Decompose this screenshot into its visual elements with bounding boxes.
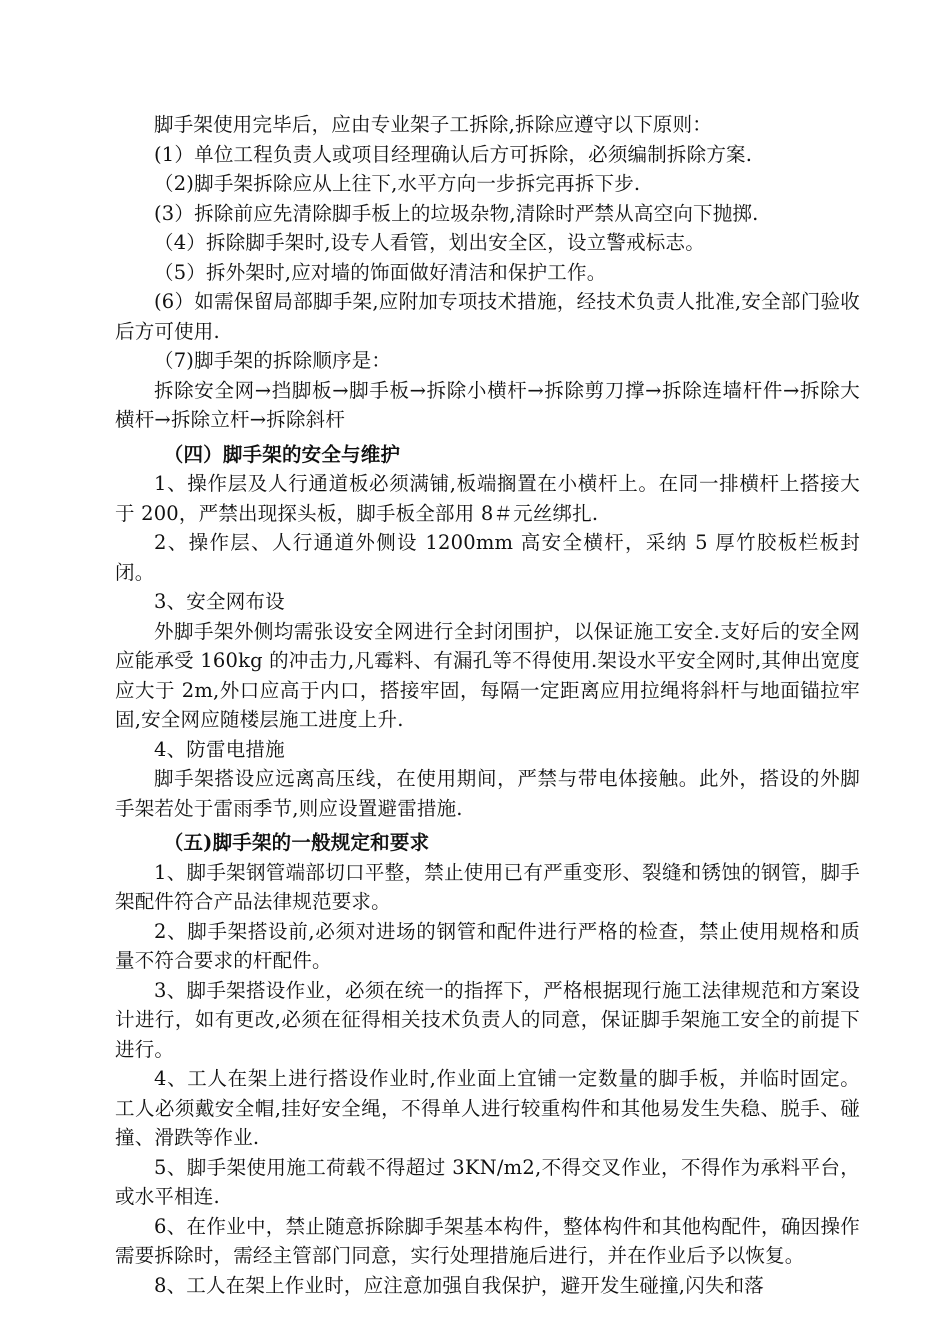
section5-item-1: 1、脚手架钢管端部切口平整，禁止使用已有严重变形、裂缝和锈蚀的钢管，脚手架配件符合产品法律规范要求。 (115, 860, 860, 913)
section5-item-3: 3、脚手架搭设作业，必须在统一的指挥下，严格根据现行施工法律规范和方案设计进行，如有更改,必须在征得相关技术负责人的同意，保证脚手架施工安全的前提下进行。 (115, 978, 860, 1061)
document-page (115, 110, 860, 1300)
dismantle-rule-6: (6）如需保留局部脚手架,应附加专项技术措施，经技术负责人批准,安全部门验收后方可使用. (115, 290, 860, 343)
dismantle-rule-3: (3）拆除前应先清除脚手板上的垃圾杂物,清除时严禁从高空向下抛掷. (154, 201, 759, 225)
dismantle-rule-5: （5）拆外架时,应对墙的饰面做好清洁和保护工作。 (154, 260, 607, 284)
intro-paragraph: 脚手架使用完毕后，应由专业架子工拆除,拆除应遵守以下原则： (154, 113, 712, 136)
section4-item-3-title: 3、安全网布设 (154, 590, 285, 613)
section4-item-4-body: 脚手架搭设应远离高压线，在使用期间，严禁与带电体接触。此外，搭设的外脚手架若处于雷雨季节,则应设置避雷措施. (115, 767, 860, 820)
dismantle-rule-7: （7)脚手架的拆除顺序是： (154, 349, 392, 372)
section5-item-4: 4、工人在架上进行搭设作业时,作业面上宜铺一定数量的脚手板，并临时固定。工人必须戴安全帽,挂好安全绳，不得单人进行较重构件和其他易发生失稳、脱手、碰撞、滑跌等作业. (115, 1067, 860, 1149)
dismantle-rule-2: （2)脚手架拆除应从上往下,水平方向一步拆完再拆下步. (154, 172, 641, 195)
dismantle-sequence: 拆除安全网→挡脚板→脚手板→拆除小横杆→拆除剪刀撑→拆除连墙杆件→拆除大横杆→拆除立杆→拆除斜杆 (115, 378, 860, 431)
section5-item-2: 2、脚手架搭设前,必须对进场的钢管和配件进行严格的检查，禁止使用规格和质量不符合要求的杆配件。 (115, 919, 860, 972)
dismantle-rule-1: (1）单位工程负责人或项目经理确认后方可拆除，必须编制拆除方案. (154, 142, 753, 166)
section4-item-3-body: 外脚手架外侧均需张设安全网进行全封闭围护，以保证施工安全.支好后的安全网应能承受 160kg 的冲击力,凡霉料、有漏孔等不得使用.架设水平安全网时,其伸出宽度应大于 2m,外口应高于内口，搭接牢固，每隔一定距离应用拉绳将斜杆与地面锚拉牢固,安全网应随楼层施工进度上升. (115, 619, 860, 731)
section4-item-4-title: 4、防雷电措施 (154, 737, 285, 761)
dismantle-rule-4: （4）拆除脚手架时,设专人看管，划出安全区，设立警戒标志。 (154, 231, 705, 254)
section5-item-5: 5、脚手架使用施工荷载不得超过 3KN/m2,不得交叉作业，不得作为承料平台，或水平相连. (115, 1155, 860, 1208)
section5-item-6: 6、在作业中，禁止随意拆除脚手架基本构件，整体构件和其他构配件，确因操作需要拆除时，需经主管部门同意，实行处理措施后进行，并在作业后予以恢复。 (115, 1214, 860, 1267)
section4-item-2: 2、操作层、人行通道外侧设 1200mm 高安全横杆，采纳 5 厚竹胶板栏板封闭。 (115, 531, 860, 584)
section-heading-5: （五)脚手架的一般规定和要求 (163, 831, 430, 854)
section4-item-1: 1、操作层及人行通道板必须满铺,板端搁置在小横杆上。在同一排横杆上搭接大于 200，严禁出现探头板，脚手板全部用 8＃元丝绑扎. (115, 472, 860, 525)
section-heading-4: （四）脚手架的安全与维护 (163, 442, 401, 466)
section5-item-8: 8、工人在架上作业时，应注意加强自我保护，避开发生碰撞,闪失和落 (154, 1273, 765, 1297)
